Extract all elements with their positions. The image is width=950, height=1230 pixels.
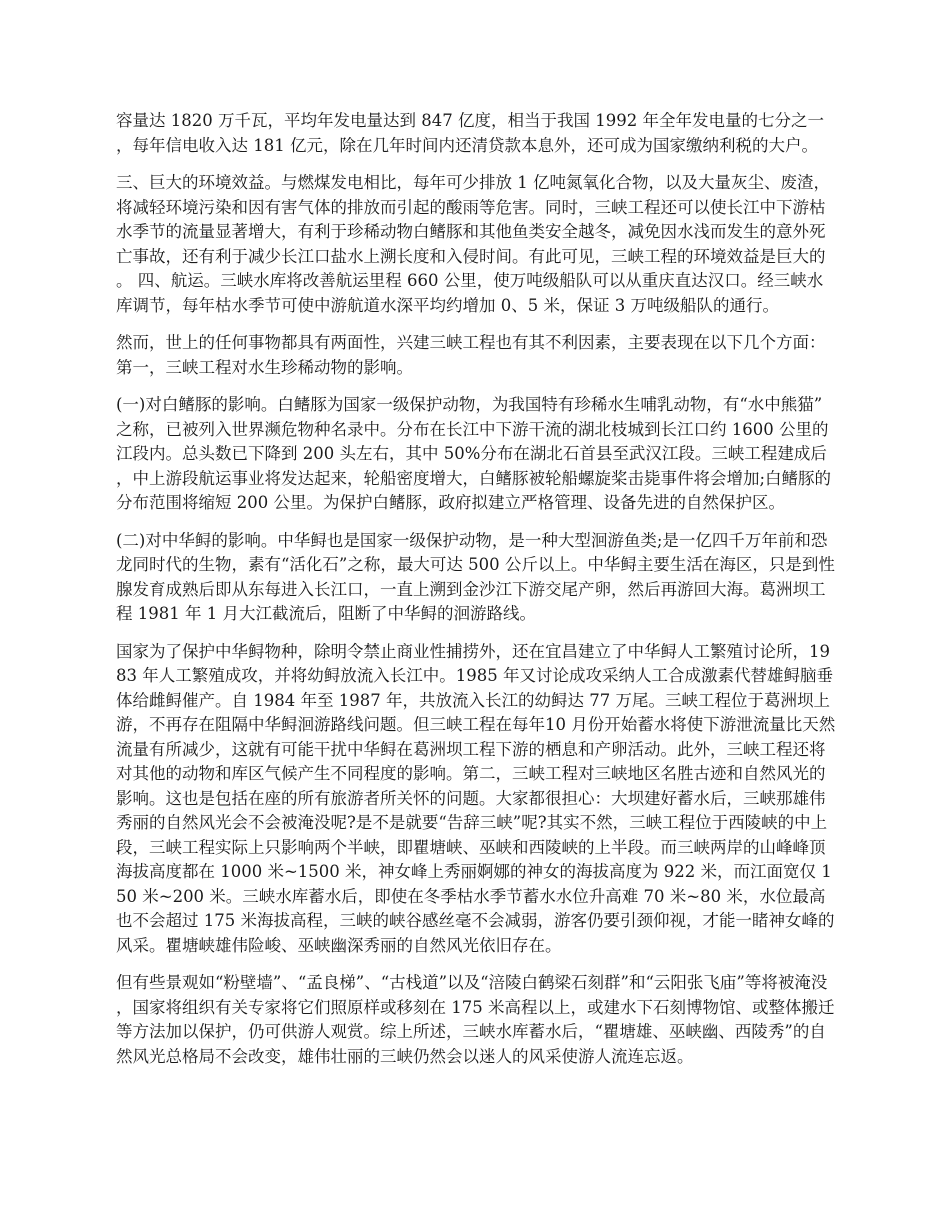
- paragraph-baiji-dolphin: (一)对白鳍豚的影响。白鳍豚为国家一级保护动物，为我国特有珍稀水生哺乳动物，有“水中熊猫”之称，已被列入世界濒危物种名录中。分布在长江中下游干流的湖北枝城到长江口约 1600 公里的江段内。总头数已下降到 200 头左右，其中 50%分布在湖北石首县至武汉江段。三峡工程建成后，中上游段航运事业将发达起来，轮船密度增大，白鳍豚被轮船螺旋桨击毙事件将会增加;白鳍豚的分布范围将缩短 200 公里。为保护白鳍豚，政府拟建立严格管理、设备先进的自然保护区。: [116, 395, 832, 512]
- paragraph-chinese-sturgeon: (二)对中华鲟的影响。中华鲟也是国家一级保护动物，是一种大型洄游鱼类;是一亿四千万年前和恐龙同时代的生物，素有“活化石”之称，最大可达 500 公斤以上。中华鲟主要生活在海区，只是到性腺发育成熟后即从东每进入长江口，一直上溯到金沙江下游交尾产卵，然后再游回大海。葛洲坝工程 1981 年 1 月大江截流后，阻断了中华鲟的洄游路线。: [116, 530, 835, 623]
- paragraph-environmental-benefit: 三、巨大的环境效益。与燃煤发电相比，每年可少排放 1 亿吨氮氧化合物，以及大量灰尘、废渣，将减轻环境污染和因有害气体的排放而引起的酸雨等危害。同时，三峡工程还可以使长江中下游枯水季节的流量显著增大，有利于珍稀动物白鳍豚和其他鱼类安全越冬，减免因水浅而发生的意外死亡事故，还有利于减少长江口盐水上溯长度和入侵时间。有此可见，三峡工程的环境效益是巨大的。 四、航运。三峡水库将改善航运里程 660 公里，使万吨级船队可以从重庆直达汉口。经三峡水库调节，每年枯水季节可使中游航道水深平均约增加 0、5 米，保证 3 万吨级船队的通行。: [116, 173, 830, 315]
- document-page: [116, 109, 836, 1082]
- paragraph-sturgeon-protection-scenery: 国家为了保护中华鲟物种，除明令禁止商业性捕捞外，还在宜昌建立了中华鲟人工繁殖讨论所，1983 年人工繁殖成攻，并将幼鲟放流入长江中。1985 年又讨论成攻采纳人工合成激素代替雄鲟脑垂体给雌鲟催产。自 1984 年至 1987 年，共放流入长江的幼鲟达 77 万尾。三峡工程位于葛洲坝上游，不再存在阻隔中华鲟洄游路线问题。但三峡工程在每年10 月份开始蓄水将使下游泄流量比天然流量有所减少，这就有可能干扰中华鲟在葛洲坝工程下游的栖息和产卵活动。此外，三峡工程还将对其他的动物和库区气候产生不同程度的影响。第二，三峡工程对三峡地区名胜古迹和自然风光的影响。这也是包括在座的所有旅游者所关怀的问题。大家都很担心：大坝建好蓄水后，三峡那雄伟秀丽的自然风光会不会被淹没呢?是不是就要“告辞三峡”呢?其实不然，三峡工程位于西陵峡的中上段，三峡工程实际上只影响两个半峡，即瞿塘峡、巫峡和西陵峡的上半段。而三峡两岸的山峰峰顶海拔高度都在 1000 米~1500 米，神女峰上秀丽婀娜的神女的海拔高度为 922 米，而江面宽仅 150 米~200 米。三峡水库蓄水后，即使在冬季枯水季节蓄水水位升高难 70 米~80 米，水位最高也不会超过 175 米海拔高程，三峡的峡谷感丝毫不会减弱，游客仍要引颈仰视，才能一睹神女峰的风采。瞿塘峡雄伟险峻、巫峡幽深秀丽的自然风光依旧存在。: [116, 641, 836, 955]
- paragraph-drawbacks-intro: 然而，世上的任何事物都具有两面性，兴建三峡工程也有其不利因素，主要表现在以下几个方面：第一，三峡工程对水生珍稀动物的影响。: [116, 333, 826, 377]
- paragraph-power-generation: 容量达 1820 万千瓦，平均年发电量达到 847 亿度，相当于我国 1992 年全年发电量的七分之一，每年信电收入达 181 亿元，除在几年时间内还清贷款本息外，还可成为国家缴纳利税的大户。: [116, 111, 824, 155]
- paragraph-landmarks-conclusion: 但有些景观如“粉壁墙”、“孟良梯”、“古栈道”以及“涪陵白鹤梁石刻群”和“云阳张飞庙”等将被淹没，国家将组织有关专家将它们照原样或移刻在 175 米高程以上，或建水下石刻博物馆、或整体搬迁等方法加以保护，仍可供游人观赏。综上所述，三峡水库蓄水后，“瞿塘雄、巫峡幽、西陵秀”的自然风光总格局不会改变，雄伟壮丽的三峡仍然会以迷人的风采使游人流连忘返。: [116, 973, 835, 1066]
